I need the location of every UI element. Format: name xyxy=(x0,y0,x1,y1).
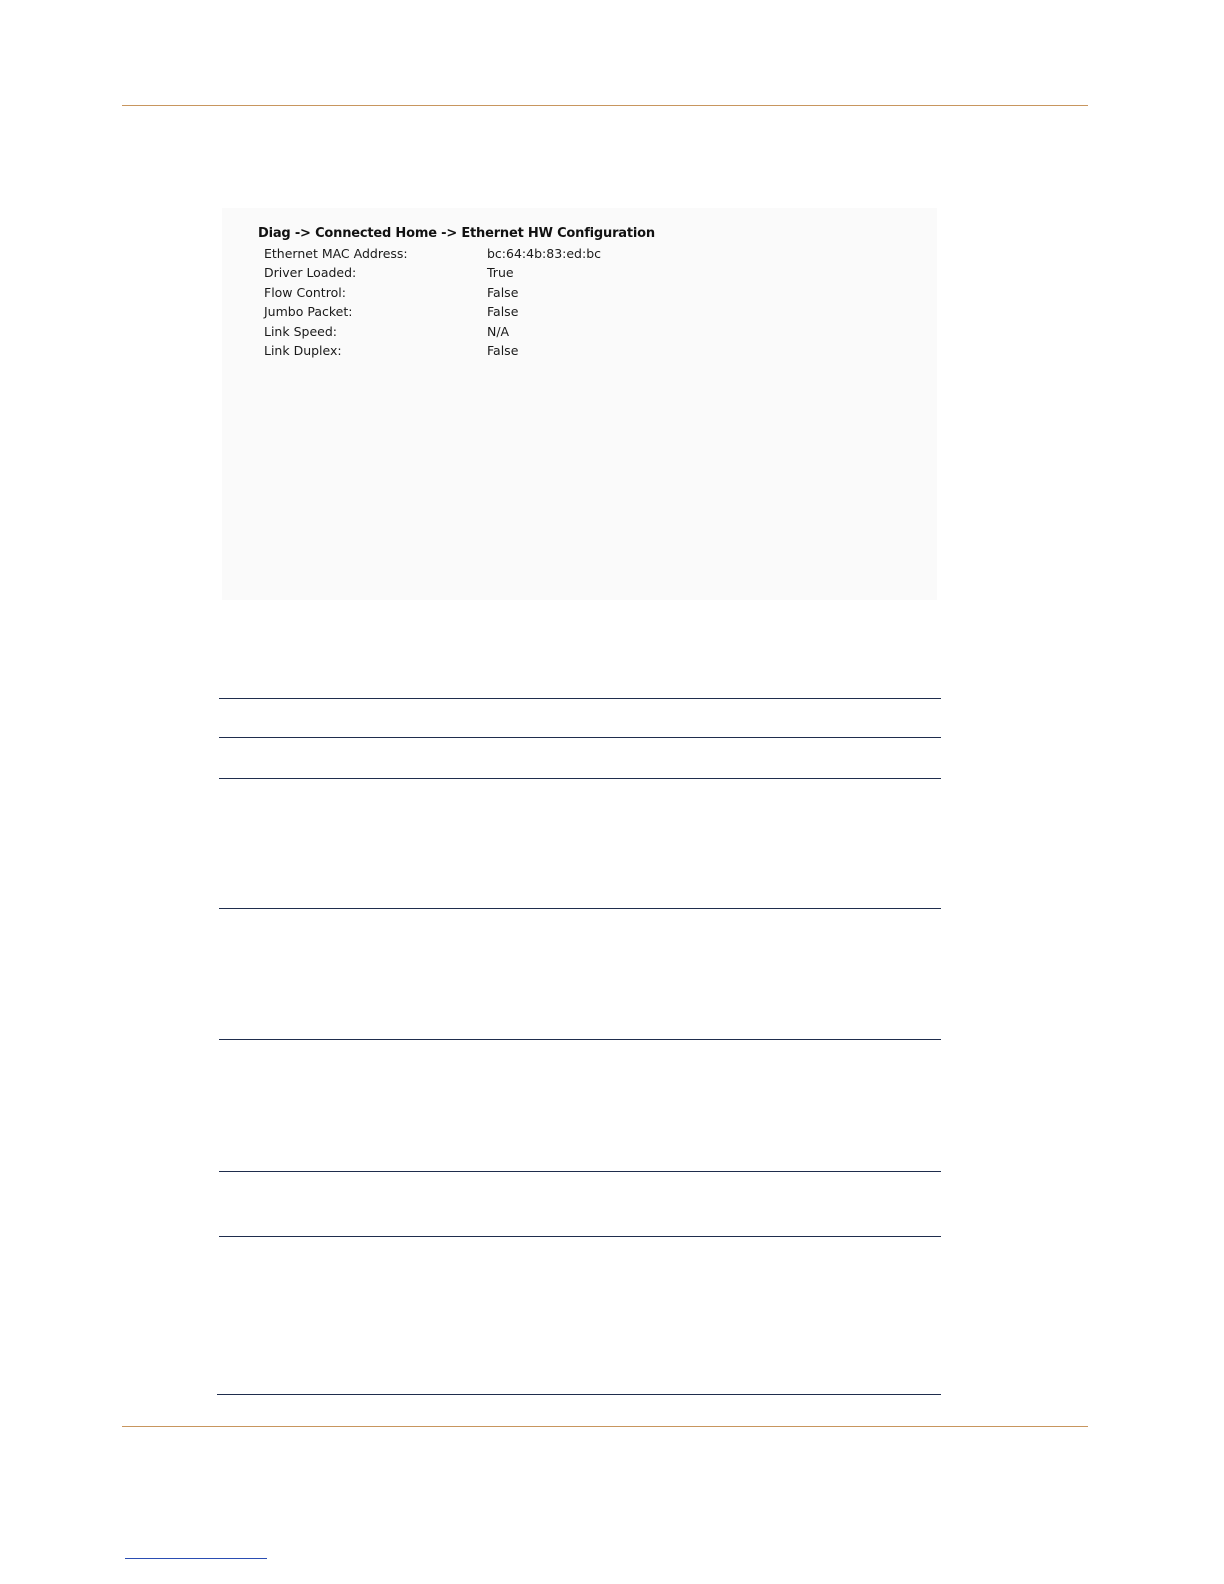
mac-address-value: bc:64:4b:83:ed:bc xyxy=(487,246,601,261)
table-row-divider xyxy=(219,1236,941,1237)
driver-loaded-label: Driver Loaded: xyxy=(264,265,357,280)
table-row-divider xyxy=(219,778,941,779)
ethernet-hw-config-screenshot xyxy=(222,208,937,600)
jumbo-packet-row xyxy=(264,304,864,323)
table-row-divider xyxy=(219,1171,941,1172)
link-duplex-label: Link Duplex: xyxy=(264,343,342,358)
driver-loaded-row xyxy=(264,265,864,284)
table-bottom-rule xyxy=(217,1394,941,1395)
flow-control-row xyxy=(264,285,864,304)
screen-breadcrumb-title: Diag -> Connected Home -> Ethernet HW Configuration xyxy=(258,226,655,241)
mac-address-label: Ethernet MAC Address: xyxy=(264,246,408,261)
table-header-rule xyxy=(219,737,941,738)
flow-control-value: False xyxy=(487,285,519,300)
driver-loaded-value: True xyxy=(487,265,514,280)
jumbo-packet-label: Jumbo Packet: xyxy=(264,304,353,319)
mac-address-row xyxy=(264,246,864,265)
link-speed-label: Link Speed: xyxy=(264,324,337,339)
page-footer-rule xyxy=(122,1426,1088,1427)
table-row-divider xyxy=(219,908,941,909)
jumbo-packet-value: False xyxy=(487,304,519,319)
footer-link-underline[interactable] xyxy=(125,1558,267,1559)
link-duplex-value: False xyxy=(487,343,519,358)
table-row-divider xyxy=(219,1039,941,1040)
page-header-rule xyxy=(122,105,1088,106)
link-speed-value: N/A xyxy=(487,324,510,339)
link-speed-row xyxy=(264,324,864,343)
table-top-rule xyxy=(219,698,941,699)
link-duplex-row xyxy=(264,343,864,362)
flow-control-label: Flow Control: xyxy=(264,285,346,300)
